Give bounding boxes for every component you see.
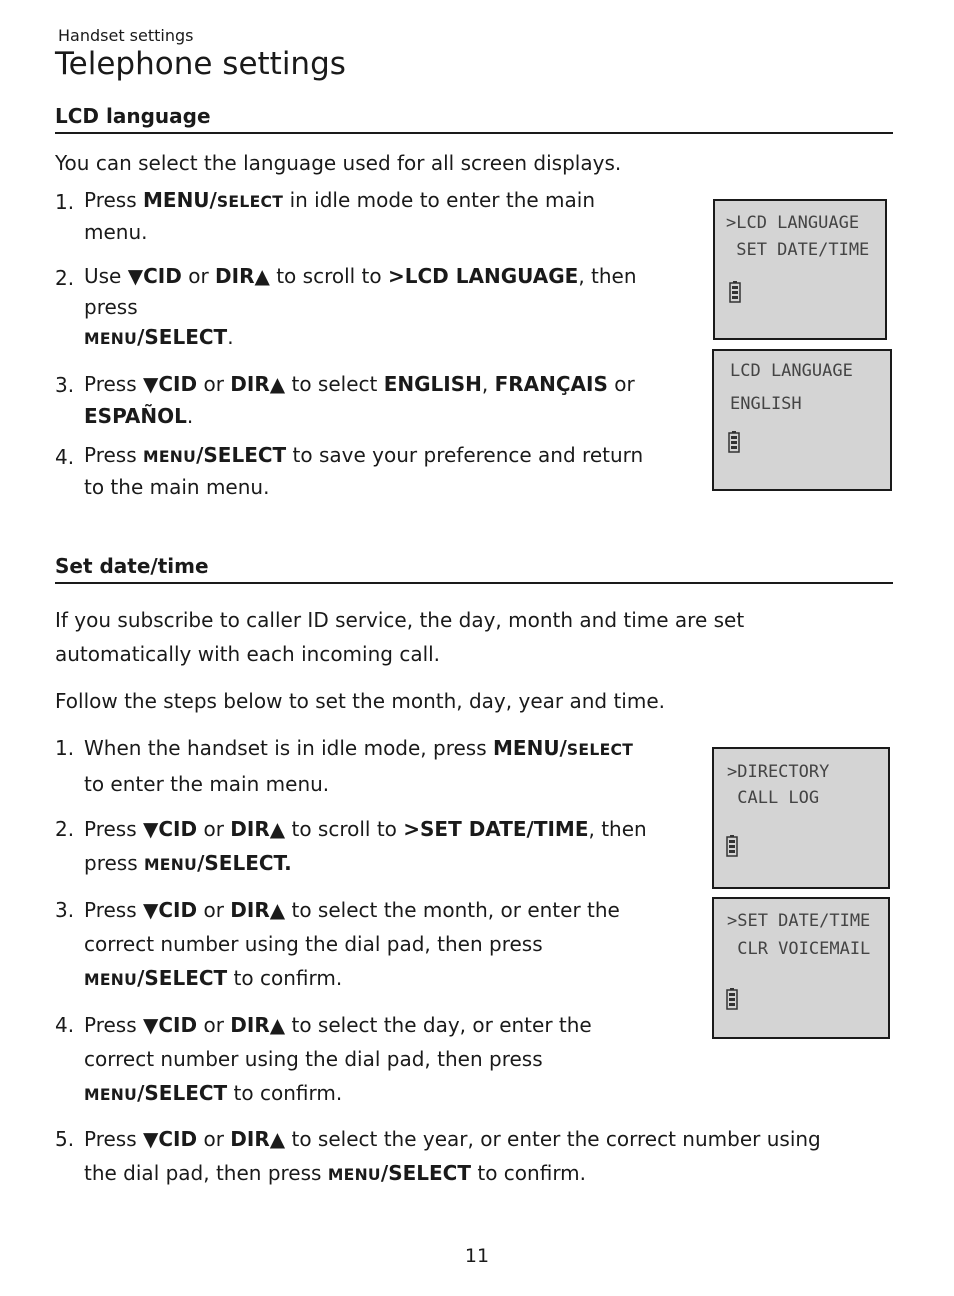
set-date-time-follow: Follow the steps below to set the month, day, year and time.	[55, 689, 665, 713]
battery-icon	[726, 835, 738, 857]
set-date-time-intro-line1: If you subscribe to caller ID service, the day, month and time are set	[55, 608, 745, 632]
page-number: 11	[464, 1245, 490, 1267]
running-head: Handset settings	[58, 26, 194, 45]
set-date-time-intro-line2: automatically with each incoming call.	[55, 642, 441, 666]
section-heading-set-date-time: Set date/time	[55, 554, 893, 584]
handset-screen-main-menu: >DIRECTORY CALL LOG	[712, 747, 890, 889]
battery-icon	[729, 281, 741, 303]
handset-screen-lcd-language-menu: >LCD LANGUAGE SET DATE/TIME	[713, 199, 887, 340]
lcd-language-intro: You can select the language used for all screen displays.	[55, 151, 622, 175]
page-title: Telephone settings	[55, 46, 346, 82]
handset-screen-english: LCD LANGUAGE ENGLISH	[712, 349, 892, 491]
battery-icon	[726, 988, 738, 1010]
battery-icon	[728, 431, 740, 453]
section-heading-lcd-language: LCD language	[55, 104, 893, 134]
handset-screen-set-date-time: >SET DATE/TIME CLR VOICEMAIL	[712, 897, 890, 1039]
